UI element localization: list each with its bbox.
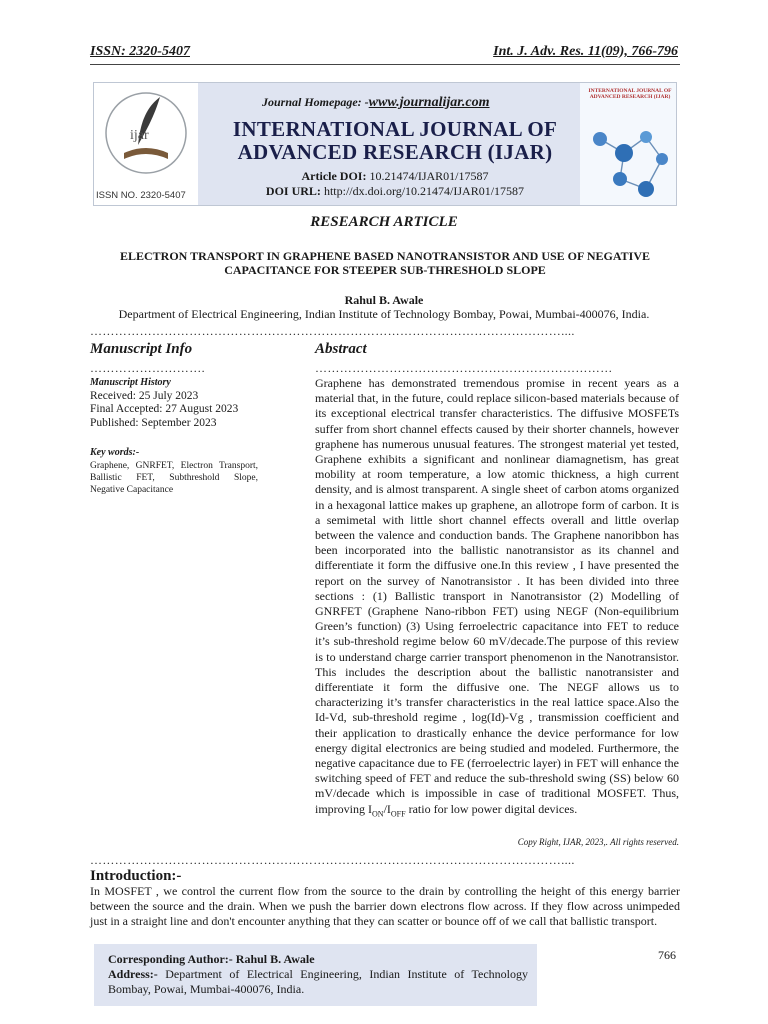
paper-title: [90, 249, 680, 277]
homepage-label: Journal Homepage: -: [262, 95, 369, 109]
paper-title-line2: CAPACITANCE FOR STEEPER SUB-THRESHOLD SLOPE: [224, 263, 546, 277]
article-type: RESEARCH ARTICLE: [310, 214, 458, 230]
manuscript-info-heading: Manuscript Info: [90, 341, 193, 357]
header-rule: [90, 64, 680, 65]
article-doi: [230, 169, 560, 184]
introduction-heading: Introduction:-: [90, 868, 182, 884]
doi-url-link[interactable]: http://dx.doi.org/10.21474/IJAR01/17587: [323, 184, 525, 198]
article-doi-value: 10.21474/IJAR01/17587: [369, 169, 489, 183]
accepted-date: Final Accepted: 27 August 2023: [90, 403, 239, 415]
received-date: Received: 25 July 2023: [90, 389, 199, 402]
divider-top: ……………………………………………………………………………………………………....: [90, 324, 575, 338]
divider-bottom: ……………………………………………………………………………………………………....: [90, 853, 575, 867]
abstract-tail: ratio for low power digital devices.: [405, 801, 578, 816]
page-number: 766: [658, 948, 676, 962]
journal-title: [220, 118, 570, 164]
manuscript-info: [90, 376, 258, 496]
author-affiliation: Department of Electrical Engineering, Indian Institute of Technology Bombay, Powai, Mumbai-400076, India.: [118, 307, 650, 321]
copyright-notice: Copy Right, IJAR, 2023,. All rights reserved.: [517, 837, 679, 847]
logo-issn: ISSN NO. 2320-5407: [96, 190, 186, 201]
published-date: Published: September 2023: [90, 416, 217, 429]
introduction-text: In MOSFET , we control the current flow from the source to the drain by controlling the height of this energy barrier between the source and the drain. When we push the barrier down electrons flow across. If they flow across unimpeded just in a straight line and don't encounter anything that they can scatter or bounce off of we call that ballistic transport.: [90, 884, 680, 929]
article-doi-label: Article DOI:: [301, 169, 367, 183]
address-value: Department of Electrical Engineering, Indian Institute of Technology Bombay, Powai, Mumbai-400076, India.: [108, 967, 528, 996]
manuscript-history-label: Manuscript History: [90, 377, 171, 388]
paper-title-line1: ELECTRON TRANSPORT IN GRAPHENE BASED NANOTRANSISTOR AND USE OF NEGATIVE: [119, 249, 650, 263]
author-name: Rahul B. Awale: [344, 293, 424, 307]
keywords-label: Key words:-: [90, 447, 140, 458]
journal-homepage: [262, 95, 490, 111]
journal-cover-image: [580, 83, 676, 205]
journal-logo: [94, 83, 198, 205]
journal-citation: Int. J. Adv. Res. 11(09), 766-796: [493, 44, 678, 59]
divider-left: ……………………….: [90, 361, 205, 375]
subscript-off: OFF: [390, 809, 406, 819]
cover-title: INTERNATIONAL JOURNAL OF ADVANCED RESEARCH (IJAR): [588, 88, 672, 100]
divider-right: ………………………………………………………………: [315, 361, 613, 375]
doi-url-label: DOI URL:: [265, 184, 321, 198]
logo-text: ijar: [130, 128, 149, 143]
abstract-slash: /I: [383, 801, 391, 816]
journal-title-line2: ADVANCED RESEARCH (IJAR): [237, 140, 553, 164]
corresponding-author-address: [108, 967, 528, 997]
doi-url: [230, 184, 560, 199]
journal-issn: ISSN: 2320-5407: [90, 44, 190, 59]
corresponding-author-title: Corresponding Author:- Rahul B. Awale: [108, 952, 315, 966]
homepage-link[interactable]: www.journalijar.com: [368, 95, 490, 110]
journal-title-line1: INTERNATIONAL JOURNAL OF: [232, 117, 558, 141]
keywords: Graphene, GNRFET, Electron Transport, Ballistic FET, Subthreshold Slope, Negative Capacitance: [90, 460, 258, 495]
abstract-text: [315, 376, 679, 821]
abstract-heading: Abstract: [315, 341, 367, 357]
subscript-on: ON: [372, 809, 384, 819]
abstract-body: Graphene has demonstrated tremendous promise in recent years as a material that, in the future, could replace silicon-based materials because of its exceptional electrical transfer characteristics. The diffusive MOSFETs suffer from short channel effects caused by their shorter channels, however graphene has numerous unusual features. The strongest material yet tested, Graphene exhibits a significant and nonlinear diamagnetism, has great mobility at room temperature, a low atomic thickness, a high current density, and is almost transparent. A single sheet of carbon atoms organized in a hexagonal lattice makes up graphene, an allotrope form of carbon. It is a semimetal with little short channel effects overall and little overlap between the valence and conduction bands. The Graphene nanoribbon has been incorporated into the ballistic nanotransistor as its channel and differentiate it form the diffusive one.In this review , I have presented the report on the survey of Nanotransistor . It has been divided into three sections : (1) Ballistic transport in Nanotransistor (2) Modelling of GNRFET (Graphene Nano-ribbon FET) using NEGF (Non-equilibrium Green’s function) (3) Using ferroelectric capacitance into FET to reduce it’s sub-threshold regime below 60 mV/decade.The purpose of this review is to understand charge carrier transport phenomenon in the Nanotransistor. This includes the description about the ballistic nanotransister and differentiate it form the diffusive one. The NEGF allows us to characterizing it’s transfer characteristics in the real lattice space.Also the Id-Vd, sub-threshold regime , log(Id)-Vg , transmission coefficient and their application to drastically enhance the device performance for low energy digital electronics are being studied and modeled. Furthermore, the negative capacitance due to FE (ferroelectric layer) in FET will enhance the switching speed of FET and reduce the sub-threshold swing (SS) below 60 mV/decade which is impossible in case of traditional MOSFET. Thus, improving I: [315, 376, 679, 816]
address-label: Address:-: [108, 967, 158, 981]
corresponding-author-box: [94, 944, 537, 1006]
